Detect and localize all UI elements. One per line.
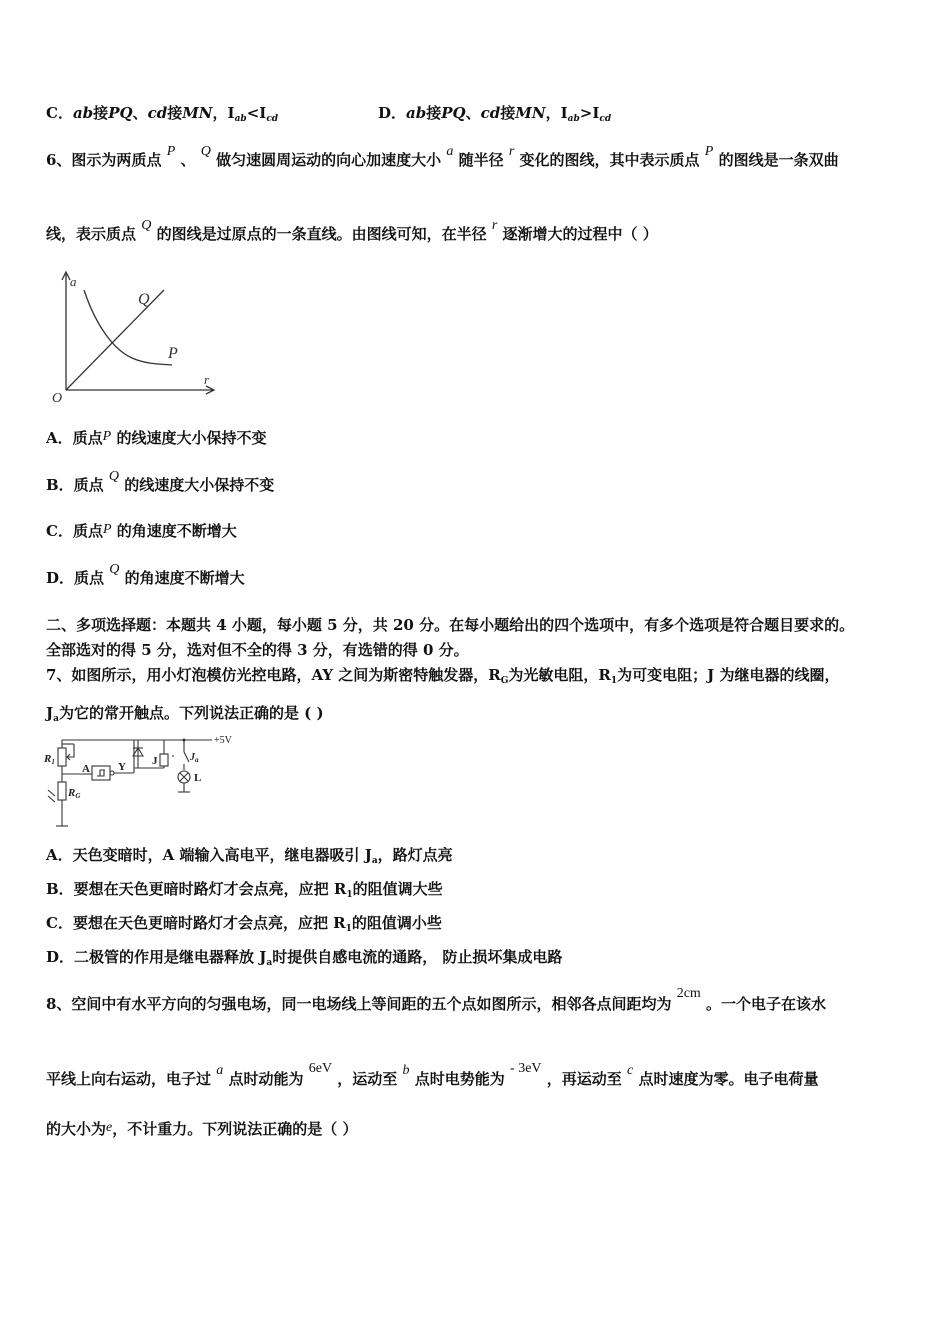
label-ja: $J_a$ — [190, 752, 199, 764]
label-rg: RG — [68, 787, 81, 800]
q7-option-a: A．天色变暗时，A 端输入高电平，继电器吸引 $J_a$，路灯点亮 — [46, 846, 453, 866]
q7-option-c: C．要想在天色更暗时路灯才会点亮，应把 $R_1$的阻值调小些 — [46, 914, 442, 934]
rg-resistor — [58, 782, 66, 800]
ja-switch — [184, 752, 189, 762]
q7-stem-line2: $J_a$为它的常开触点。下列说法正确的是 ( ) — [46, 704, 324, 724]
q7-option-b: B．要想在天色更暗时路灯才会点亮，应把 $R_1$的阻值调大些 — [46, 880, 443, 900]
q6-graph — [44, 266, 224, 404]
q8-stem-line1: 8、空间中有水平方向的匀强电场，同一电场线上等间距的五个点如图所示，相邻各点间距均为 2cm 。一个电子在该水 — [46, 986, 827, 1013]
label-a: A — [82, 763, 90, 775]
q6-stem-line1: 6、图示为两质点 P 、 Q 做匀速圆周运动的向心加速度大小 a 随半径 r 变化的图线，其中表示质点 P 的图线是一条双曲 — [46, 144, 839, 169]
inverter-bubble — [110, 771, 114, 775]
schmitt-trigger — [92, 766, 110, 780]
axis-label-r: r — [204, 372, 210, 387]
q6-option-a: A．质点P 的线速度大小保持不变 — [46, 429, 267, 447]
q6-option-b: B．质点 Q 的线速度大小保持不变 — [46, 469, 275, 494]
q8-stem-line2: 平线上向右运动，电子过 a 点时动能为 6eV ，运动至 b 点时电势能为 - 3eV ，再运动至 c 点时速度为零。电子电荷量 — [46, 1061, 819, 1088]
label-y: Y — [118, 761, 126, 773]
section2-line2: 全部选对的得 5 分，选对但不全的得 3 分，有选错的得 0 分。 — [46, 641, 469, 659]
axis-label-a: a — [70, 274, 77, 289]
relay-coil — [160, 754, 168, 766]
section2-line1: 二、多项选择题：本题共 4 小题，每小题 5 分，共 20 分。在每小题给出的四个选项中，有多个选项是符合题目要求的。 — [46, 616, 855, 634]
q8-stem-line3: 的大小为e，不计重力。下列说法正确的是（ ） — [46, 1120, 358, 1138]
q6-stem-line2: 线，表示质点 Q 的图线是过原点的一条直线。由图线可知，在半径 r 逐渐增大的过程中（ ） — [46, 218, 658, 243]
q7-option-d: D．二极管的作用是继电器释放 $J_a$时提供自感电流的通路， 防止损坏集成电路 — [46, 948, 563, 968]
label-j: J — [152, 755, 158, 767]
label-r1: R1 — [44, 753, 55, 766]
label-l: L — [194, 772, 202, 784]
q6-option-c: C．质点P 的角速度不断增大 — [46, 522, 237, 540]
label-5v: +5V — [214, 735, 232, 746]
origin-label: O — [52, 391, 63, 404]
q7-circuit — [44, 730, 244, 832]
prev-option-c: C．ab接PQ、cd接MN，$I_{ab}<I_{cd}$ — [46, 104, 279, 124]
curve-label-q: Q — [138, 291, 150, 308]
r1-wiper — [67, 744, 74, 757]
prev-option-d: D．ab接PQ、cd接MN，$I_{ab}>I_{cd}$ — [378, 104, 612, 124]
curve-label-p: P — [168, 345, 178, 362]
r1-resistor — [58, 748, 66, 766]
q6-option-d: D．质点 Q 的角速度不断增大 — [46, 562, 245, 587]
q7-stem-line1: 7、如图所示，用小灯泡模仿光控电路，AY 之间为斯密特触发器，$R_G$为光敏电阻，$R_1$为可变电阻；J 为继电器的线圈， — [46, 666, 840, 686]
